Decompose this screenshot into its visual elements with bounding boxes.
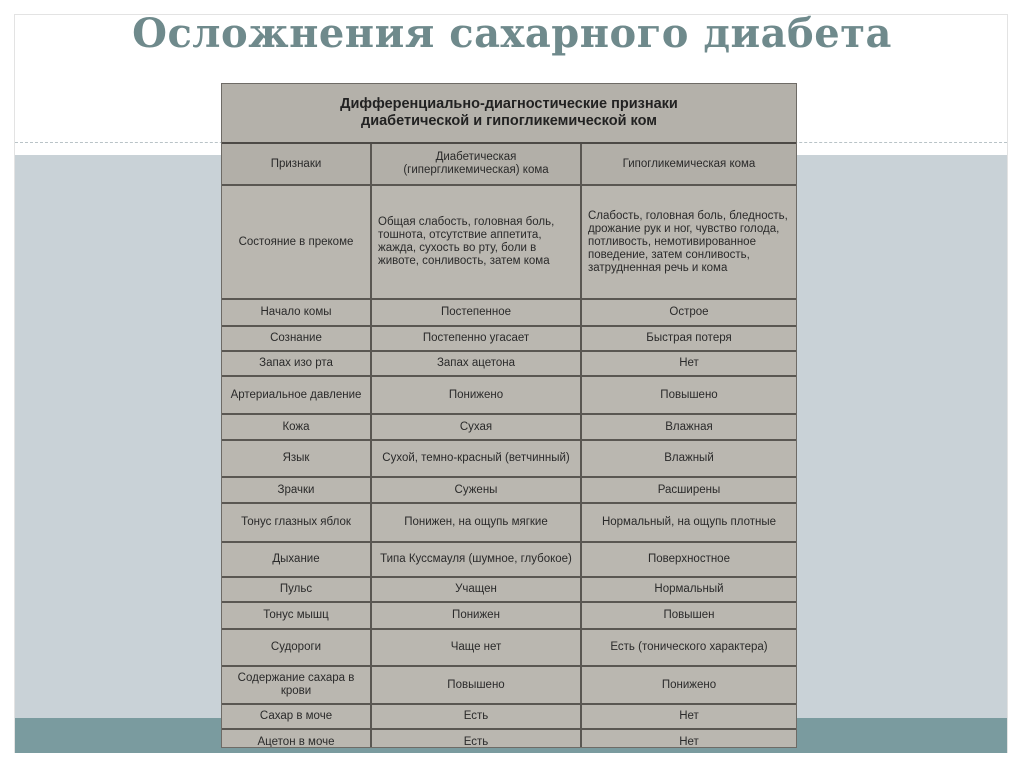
- row-diabetic-cell: Запах ацетона: [371, 351, 581, 376]
- row-sign-cell: Кожа: [222, 414, 371, 440]
- table-row: [222, 414, 796, 440]
- table-row: [222, 376, 796, 414]
- row-diabetic-cell: Понижено: [371, 376, 581, 414]
- table-row: [222, 704, 796, 729]
- row-diabetic-cell: Повышено: [371, 666, 581, 704]
- row-diabetic-cell: Понижен: [371, 602, 581, 629]
- table-row: [222, 477, 796, 503]
- row-diabetic-cell: Учащен: [371, 577, 581, 602]
- table-row: [222, 602, 796, 629]
- row-hypoglycemic-cell: Нормальный, на ощупь плотные: [581, 503, 796, 542]
- row-diabetic-cell: Сухая: [371, 414, 581, 440]
- table-row: [222, 577, 796, 602]
- row-diabetic-cell: Есть: [371, 729, 581, 748]
- table-row: [222, 503, 796, 542]
- row-diabetic-cell: Сужены: [371, 477, 581, 503]
- row-diabetic-cell: Есть: [371, 704, 581, 729]
- row-hypoglycemic-cell: Поверхностное: [581, 542, 796, 577]
- table-caption: [222, 84, 796, 144]
- diagnostic-table: [221, 83, 797, 748]
- row-diabetic-cell: Общая слабость, головная боль, тошнота, отсутствие аппетита, жажда, сухость во рту, боли в животе, сонливость, затем кома: [371, 185, 581, 299]
- row-diabetic-cell: Понижен, на ощупь мягкие: [371, 503, 581, 542]
- row-sign-cell: Тонус мышц: [222, 602, 371, 629]
- row-sign-cell: Начало комы: [222, 299, 371, 326]
- table-row: [222, 729, 796, 748]
- table-row: [222, 440, 796, 477]
- row-hypoglycemic-cell: Понижено: [581, 666, 796, 704]
- row-sign-cell: Зрачки: [222, 477, 371, 503]
- row-diabetic-cell: Постепенное: [371, 299, 581, 326]
- row-sign-cell: Ацетон в моче: [222, 729, 371, 748]
- slide-title: Осложнения сахарного диабета: [132, 10, 892, 57]
- caption-line-2: диабетической и гипогликемической ком: [360, 113, 657, 129]
- row-sign-cell: Артериальное давление: [222, 376, 371, 414]
- row-hypoglycemic-cell: Нет: [581, 351, 796, 376]
- row-diabetic-cell: Сухой, темно-красный (ветчинный): [371, 440, 581, 477]
- row-diabetic-cell: Типа Куссмауля (шумное, глубокое): [371, 542, 581, 577]
- table-header-row: [222, 144, 796, 185]
- row-hypoglycemic-cell: Острое: [581, 299, 796, 326]
- table-row: [222, 629, 796, 666]
- table-row: [222, 185, 796, 299]
- row-sign-cell: Язык: [222, 440, 371, 477]
- row-diabetic-cell: Чаще нет: [371, 629, 581, 666]
- row-hypoglycemic-cell: Влажная: [581, 414, 796, 440]
- row-hypoglycemic-cell: Нормальный: [581, 577, 796, 602]
- row-hypoglycemic-cell: Влажный: [581, 440, 796, 477]
- row-hypoglycemic-cell: Повышен: [581, 602, 796, 629]
- row-sign-cell: Дыхание: [222, 542, 371, 577]
- header-diabetic: Диабетическая (гипергликемическая) кома: [371, 144, 581, 185]
- row-hypoglycemic-cell: Быстрая потеря: [581, 326, 796, 351]
- table-row: [222, 351, 796, 376]
- caption-line-1: Дифференциально-диагностические признаки: [340, 96, 678, 112]
- row-diabetic-cell: Постепенно угасает: [371, 326, 581, 351]
- table-row: [222, 542, 796, 577]
- row-hypoglycemic-cell: Повышено: [581, 376, 796, 414]
- row-sign-cell: Запах изо рта: [222, 351, 371, 376]
- row-sign-cell: Пульс: [222, 577, 371, 602]
- row-sign-cell: Тонус глазных яблок: [222, 503, 371, 542]
- header-hypoglycemic: Гипогликемическая кома: [581, 144, 796, 185]
- row-hypoglycemic-cell: Слабость, головная боль, бледность, дрожание рук и ног, чувство голода, потливость, немотивированное поведение, затем сонливость, затрудненная речь и кома: [581, 185, 796, 299]
- row-hypoglycemic-cell: Нет: [581, 704, 796, 729]
- row-sign-cell: Сахар в моче: [222, 704, 371, 729]
- table-row: [222, 326, 796, 351]
- row-hypoglycemic-cell: Есть (тонического характера): [581, 629, 796, 666]
- row-sign-cell: Судороги: [222, 629, 371, 666]
- row-sign-cell: Содержание сахара в крови: [222, 666, 371, 704]
- row-hypoglycemic-cell: Расширены: [581, 477, 796, 503]
- table-row: [222, 666, 796, 704]
- row-hypoglycemic-cell: Нет: [581, 729, 796, 748]
- comparison-table: [222, 144, 796, 748]
- header-signs: Признаки: [222, 144, 371, 185]
- table-row: [222, 299, 796, 326]
- row-sign-cell: Сознание: [222, 326, 371, 351]
- row-sign-cell: Состояние в прекоме: [222, 185, 371, 299]
